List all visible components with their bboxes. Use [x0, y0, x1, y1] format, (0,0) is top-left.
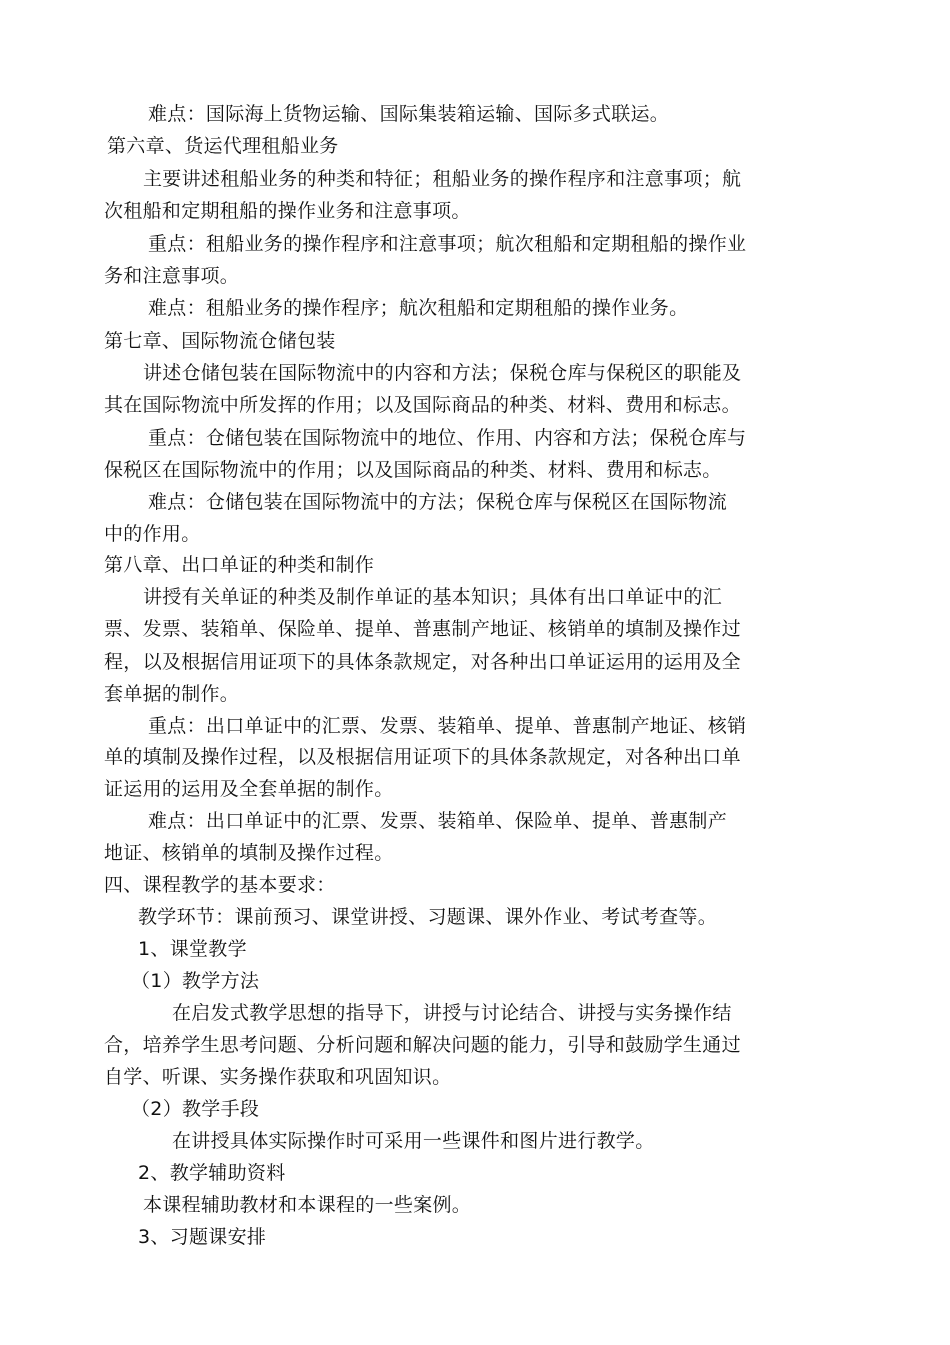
text-line: 重点：租船业务的操作程序和注意事项；航次租船和定期租船的操作业 [148, 233, 747, 255]
text-line: 中的作用。 [104, 523, 201, 545]
text-line: 讲述仓储包装在国际物流中的内容和方法；保税仓库与保税区的职能及 [143, 362, 742, 384]
text-line: 讲授有关单证的种类及制作单证的基本知识；具体有出口单证中的汇 [143, 586, 723, 608]
text-line: 难点：国际海上货物运输、国际集装箱运输、国际多式联运。 [148, 103, 670, 125]
text-line: 地证、核销单的填制及操作过程。 [104, 842, 394, 864]
text-line: 重点：出口单证中的汇票、发票、装箱单、提单、普惠制产地证、核销 [148, 715, 747, 737]
text-line: 次租船和定期租船的操作业务和注意事项。 [104, 200, 471, 222]
text-line: 主要讲述租船业务的种类和特征；租船业务的操作程序和注意事项；航 [143, 168, 742, 190]
text-line: 本课程辅助教材和本课程的一些案例。 [143, 1194, 472, 1216]
text-line: 保税区在国际物流中的作用；以及国际商品的种类、材料、费用和标志。 [104, 459, 722, 481]
section-heading: 四、课程教学的基本要求： [104, 874, 336, 896]
subsection-heading: （2）教学手段 [131, 1098, 260, 1120]
chapter-heading: 第八章、出口单证的种类和制作 [104, 554, 375, 576]
subsection-heading: 1、课堂教学 [138, 938, 247, 960]
text-line: 票、发票、装箱单、保险单、提单、普惠制产地证、核销单的填制及操作过 [104, 618, 741, 640]
text-line: 单的填制及操作过程，以及根据信用证项下的具体条款规定，对各种出口单 [104, 746, 741, 768]
chapter-heading: 第七章、国际物流仓储包装 [104, 330, 336, 352]
text-line: 难点：出口单证中的汇票、发票、装箱单、保险单、提单、普惠制产 [148, 810, 728, 832]
text-line: 合，培养学生思考问题、分析问题和解决问题的能力，引导和鼓励学生通过 [104, 1034, 741, 1056]
subsection-heading: 3、习题课安排 [138, 1226, 267, 1248]
text-line: 程，以及根据信用证项下的具体条款规定，对各种出口单证运用的运用及全 [104, 651, 741, 673]
text-line: 务和注意事项。 [104, 265, 240, 287]
text-line: 重点：仓储包装在国际物流中的地位、作用、内容和方法；保税仓库与 [148, 427, 747, 449]
text-line: 自学、听课、实务操作获取和巩固知识。 [104, 1066, 452, 1088]
text-line: 教学环节：课前预习、课堂讲授、习题课、课外作业、考试考查等。 [138, 906, 718, 928]
text-line: 难点：租船业务的操作程序；航次租船和定期租船的操作业务。 [148, 297, 689, 319]
text-line: 其在国际物流中所发挥的作用；以及国际商品的种类、材料、费用和标志。 [104, 394, 741, 416]
chapter-heading: 第六章、货运代理租船业务 [107, 135, 339, 157]
text-line: 证运用的运用及全套单据的制作。 [104, 778, 394, 800]
text-line: 在讲授具体实际操作时可采用一些课件和图片进行教学。 [172, 1130, 655, 1152]
text-line: 在启发式教学思想的指导下，讲授与讨论结合、讲授与实务操作结 [172, 1002, 732, 1024]
text-line: 套单据的制作。 [104, 683, 240, 705]
subsection-heading: （1）教学方法 [131, 970, 260, 992]
text-line: 难点：仓储包装在国际物流中的方法；保税仓库与保税区在国际物流 [148, 491, 728, 513]
subsection-heading: 2、教学辅助资料 [138, 1162, 286, 1184]
